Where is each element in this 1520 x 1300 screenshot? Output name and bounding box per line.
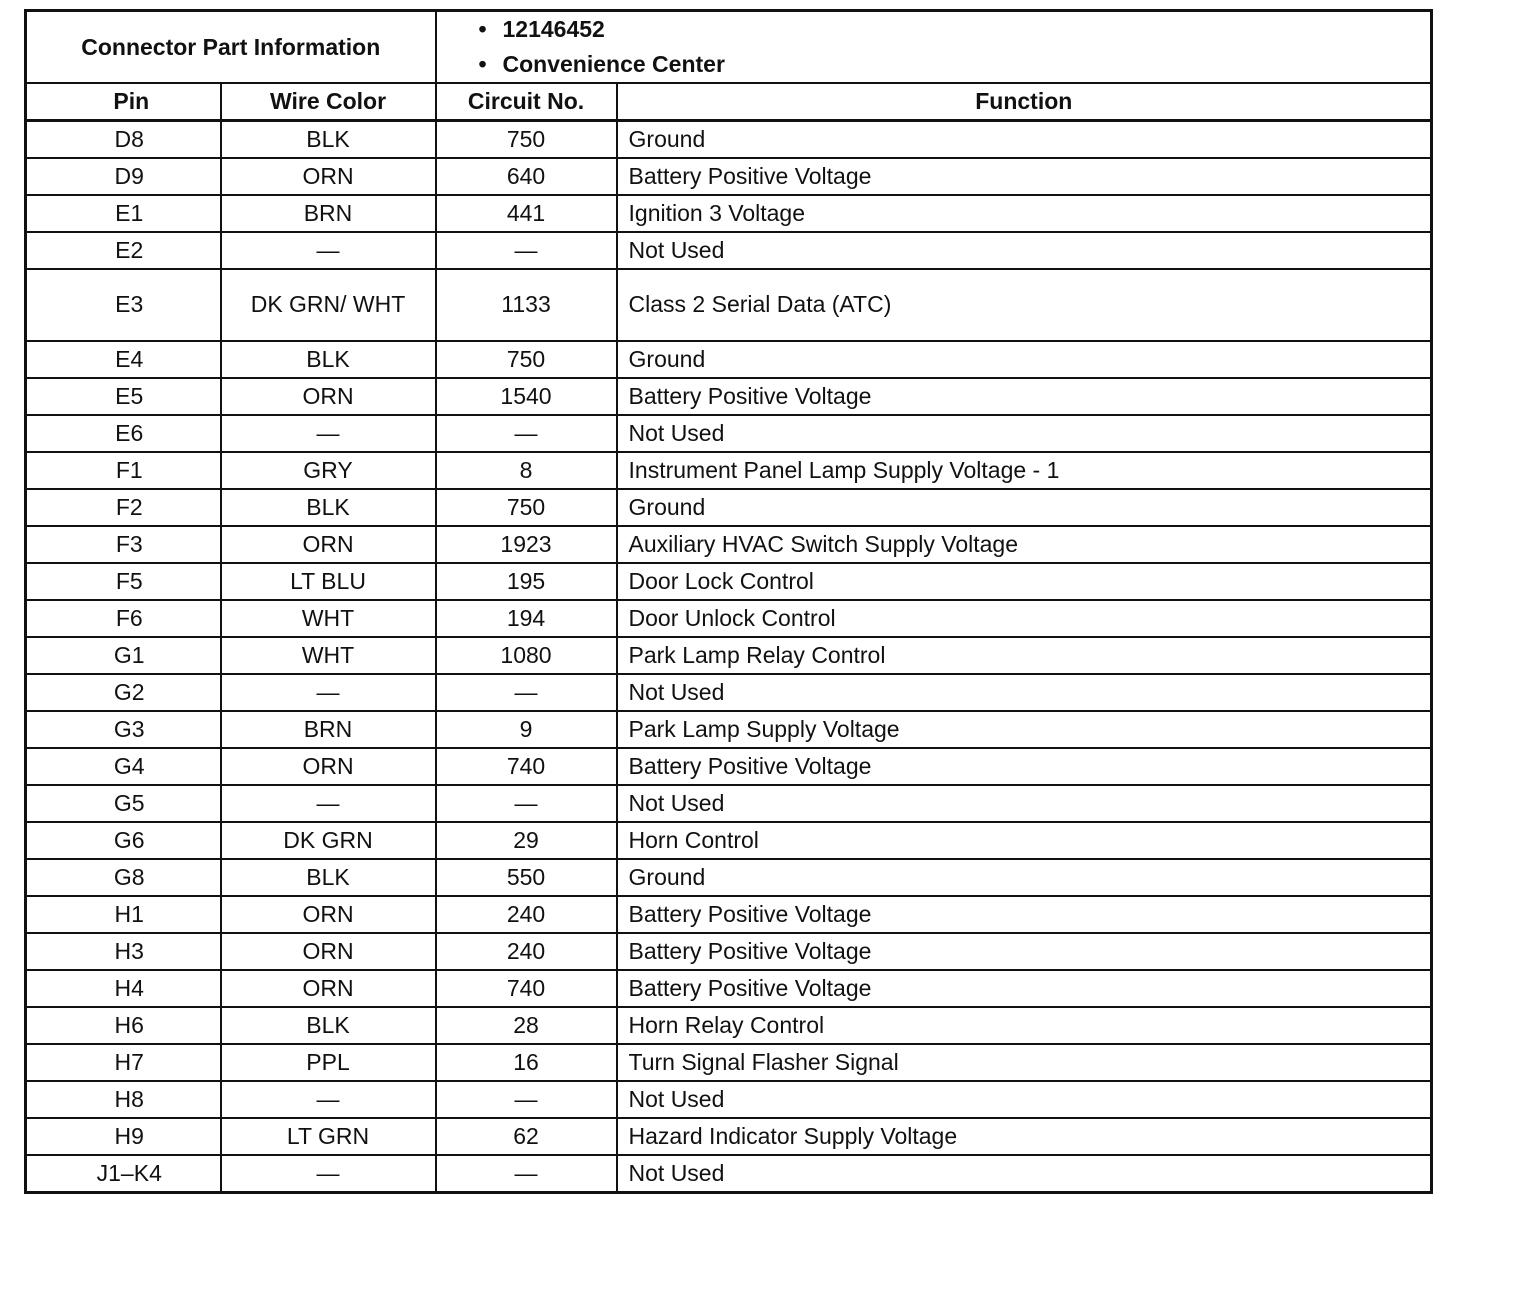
wire-color-cell: DK GRN/ WHT — [221, 269, 436, 341]
circuit-no-cell: 550 — [436, 859, 617, 896]
circuit-no-cell: 1923 — [436, 526, 617, 563]
table-row — [26, 120, 1432, 158]
circuit-no-cell: 16 — [436, 1044, 617, 1081]
circuit-no-cell: 1133 — [436, 269, 617, 341]
header-wire-color: Wire Color — [221, 83, 436, 120]
function-cell: Turn Signal Flasher Signal — [617, 1044, 1432, 1081]
table-row — [26, 452, 1432, 489]
table-row — [26, 1118, 1432, 1155]
wire-color-cell: BRN — [221, 195, 436, 232]
connector-pinout-table — [24, 9, 1433, 1194]
circuit-no-cell: 740 — [436, 970, 617, 1007]
table-row — [26, 637, 1432, 674]
function-cell: Class 2 Serial Data (ATC) — [617, 269, 1432, 341]
table-row — [26, 526, 1432, 563]
circuit-no-cell: — — [436, 674, 617, 711]
function-cell: Not Used — [617, 785, 1432, 822]
table-row — [26, 269, 1432, 341]
circuit-no-cell: 195 — [436, 563, 617, 600]
pin-cell: G2 — [26, 674, 221, 711]
function-cell: Not Used — [617, 1155, 1432, 1193]
table-row — [26, 158, 1432, 195]
function-cell: Ground — [617, 489, 1432, 526]
function-cell: Not Used — [617, 415, 1432, 452]
pin-cell: F2 — [26, 489, 221, 526]
pin-cell: G6 — [26, 822, 221, 859]
pin-cell: E2 — [26, 232, 221, 269]
pin-cell: H6 — [26, 1007, 221, 1044]
connector-info-row — [26, 11, 1432, 84]
pin-cell: E3 — [26, 269, 221, 341]
function-cell: Battery Positive Voltage — [617, 378, 1432, 415]
pin-cell: G3 — [26, 711, 221, 748]
wire-color-cell: BLK — [221, 489, 436, 526]
table-row — [26, 563, 1432, 600]
wire-color-cell: BLK — [221, 1007, 436, 1044]
table-row — [26, 896, 1432, 933]
circuit-no-cell: 29 — [436, 822, 617, 859]
table-row — [26, 341, 1432, 378]
function-cell: Ignition 3 Voltage — [617, 195, 1432, 232]
pin-cell: F1 — [26, 452, 221, 489]
pin-cell: H4 — [26, 970, 221, 1007]
wire-color-cell: ORN — [221, 748, 436, 785]
function-cell: Battery Positive Voltage — [617, 933, 1432, 970]
pin-cell: G1 — [26, 637, 221, 674]
wire-color-cell: ORN — [221, 970, 436, 1007]
table-row — [26, 933, 1432, 970]
function-cell: Instrument Panel Lamp Supply Voltage - 1 — [617, 452, 1432, 489]
wire-color-cell: WHT — [221, 600, 436, 637]
circuit-no-cell: 28 — [436, 1007, 617, 1044]
function-cell: Horn Control — [617, 822, 1432, 859]
pin-cell: D9 — [26, 158, 221, 195]
wire-color-cell: BLK — [221, 341, 436, 378]
function-cell: Not Used — [617, 674, 1432, 711]
function-cell: Ground — [617, 120, 1432, 158]
pin-cell: H7 — [26, 1044, 221, 1081]
table-row — [26, 489, 1432, 526]
circuit-no-cell: 740 — [436, 748, 617, 785]
wire-color-cell: — — [221, 785, 436, 822]
wire-color-cell: LT BLU — [221, 563, 436, 600]
table-row — [26, 415, 1432, 452]
function-cell: Park Lamp Relay Control — [617, 637, 1432, 674]
table-header-row — [26, 83, 1432, 120]
wire-color-cell: LT GRN — [221, 1118, 436, 1155]
pin-cell: E1 — [26, 195, 221, 232]
wire-color-cell: ORN — [221, 378, 436, 415]
circuit-no-cell: 240 — [436, 933, 617, 970]
connector-info-label: Connector Part Information — [26, 11, 436, 84]
circuit-no-cell: 640 — [436, 158, 617, 195]
wire-color-cell: BLK — [221, 120, 436, 158]
table-row — [26, 748, 1432, 785]
table-row — [26, 785, 1432, 822]
circuit-no-cell: 1080 — [436, 637, 617, 674]
pin-cell: H9 — [26, 1118, 221, 1155]
function-cell: Battery Positive Voltage — [617, 158, 1432, 195]
pin-cell: H3 — [26, 933, 221, 970]
circuit-no-cell: — — [436, 232, 617, 269]
wire-color-cell: DK GRN — [221, 822, 436, 859]
table-row — [26, 600, 1432, 637]
function-cell: Ground — [617, 859, 1432, 896]
circuit-no-cell: 62 — [436, 1118, 617, 1155]
wire-color-cell: BLK — [221, 859, 436, 896]
pin-cell: F3 — [26, 526, 221, 563]
header-circuit-no: Circuit No. — [436, 83, 617, 120]
function-cell: Hazard Indicator Supply Voltage — [617, 1118, 1432, 1155]
pin-cell: G8 — [26, 859, 221, 896]
connector-info-values — [436, 11, 1432, 84]
circuit-no-cell: 194 — [436, 600, 617, 637]
function-cell: Ground — [617, 341, 1432, 378]
pin-cell: J1–K4 — [26, 1155, 221, 1193]
pin-cell: E5 — [26, 378, 221, 415]
table-row — [26, 1081, 1432, 1118]
function-cell: Door Unlock Control — [617, 600, 1432, 637]
pin-cell: G4 — [26, 748, 221, 785]
table-row — [26, 674, 1432, 711]
circuit-no-cell: 750 — [436, 489, 617, 526]
function-cell: Battery Positive Voltage — [617, 970, 1432, 1007]
connector-part-number: • 12146452 — [479, 12, 1431, 47]
pin-cell: F5 — [26, 563, 221, 600]
wire-color-cell: PPL — [221, 1044, 436, 1081]
circuit-no-cell: 240 — [436, 896, 617, 933]
wire-color-cell: ORN — [221, 896, 436, 933]
circuit-no-cell: — — [436, 1155, 617, 1193]
connector-location: • Convenience Center — [479, 47, 1431, 82]
function-cell: Door Lock Control — [617, 563, 1432, 600]
pin-cell: E6 — [26, 415, 221, 452]
wire-color-cell: — — [221, 1081, 436, 1118]
header-pin: Pin — [26, 83, 221, 120]
circuit-no-cell: 750 — [436, 341, 617, 378]
circuit-no-cell: — — [436, 785, 617, 822]
function-cell: Auxiliary HVAC Switch Supply Voltage — [617, 526, 1432, 563]
pin-cell: G5 — [26, 785, 221, 822]
table-row — [26, 378, 1432, 415]
wire-color-cell: ORN — [221, 158, 436, 195]
circuit-no-cell: 8 — [436, 452, 617, 489]
table-row — [26, 970, 1432, 1007]
pin-cell: H1 — [26, 896, 221, 933]
wire-color-cell: GRY — [221, 452, 436, 489]
circuit-no-cell: — — [436, 1081, 617, 1118]
table-row — [26, 1007, 1432, 1044]
function-cell: Battery Positive Voltage — [617, 896, 1432, 933]
pin-cell: H8 — [26, 1081, 221, 1118]
header-function: Function — [617, 83, 1432, 120]
pin-cell: D8 — [26, 120, 221, 158]
circuit-no-cell: 750 — [436, 120, 617, 158]
wire-color-cell: — — [221, 232, 436, 269]
pin-cell: F6 — [26, 600, 221, 637]
function-cell: Not Used — [617, 1081, 1432, 1118]
wire-color-cell: — — [221, 415, 436, 452]
table-row — [26, 232, 1432, 269]
table-row — [26, 1155, 1432, 1193]
pin-cell: E4 — [26, 341, 221, 378]
wire-color-cell: WHT — [221, 637, 436, 674]
circuit-no-cell: 441 — [436, 195, 617, 232]
circuit-no-cell: — — [436, 415, 617, 452]
table-row — [26, 822, 1432, 859]
table-row — [26, 859, 1432, 896]
wire-color-cell: ORN — [221, 526, 436, 563]
function-cell: Not Used — [617, 232, 1432, 269]
wire-color-cell: ORN — [221, 933, 436, 970]
table-row — [26, 711, 1432, 748]
function-cell: Park Lamp Supply Voltage — [617, 711, 1432, 748]
wire-color-cell: BRN — [221, 711, 436, 748]
table-row — [26, 1044, 1432, 1081]
function-cell: Battery Positive Voltage — [617, 748, 1432, 785]
table-row — [26, 195, 1432, 232]
circuit-no-cell: 9 — [436, 711, 617, 748]
function-cell: Horn Relay Control — [617, 1007, 1432, 1044]
circuit-no-cell: 1540 — [436, 378, 617, 415]
wire-color-cell: — — [221, 1155, 436, 1193]
wire-color-cell: — — [221, 674, 436, 711]
